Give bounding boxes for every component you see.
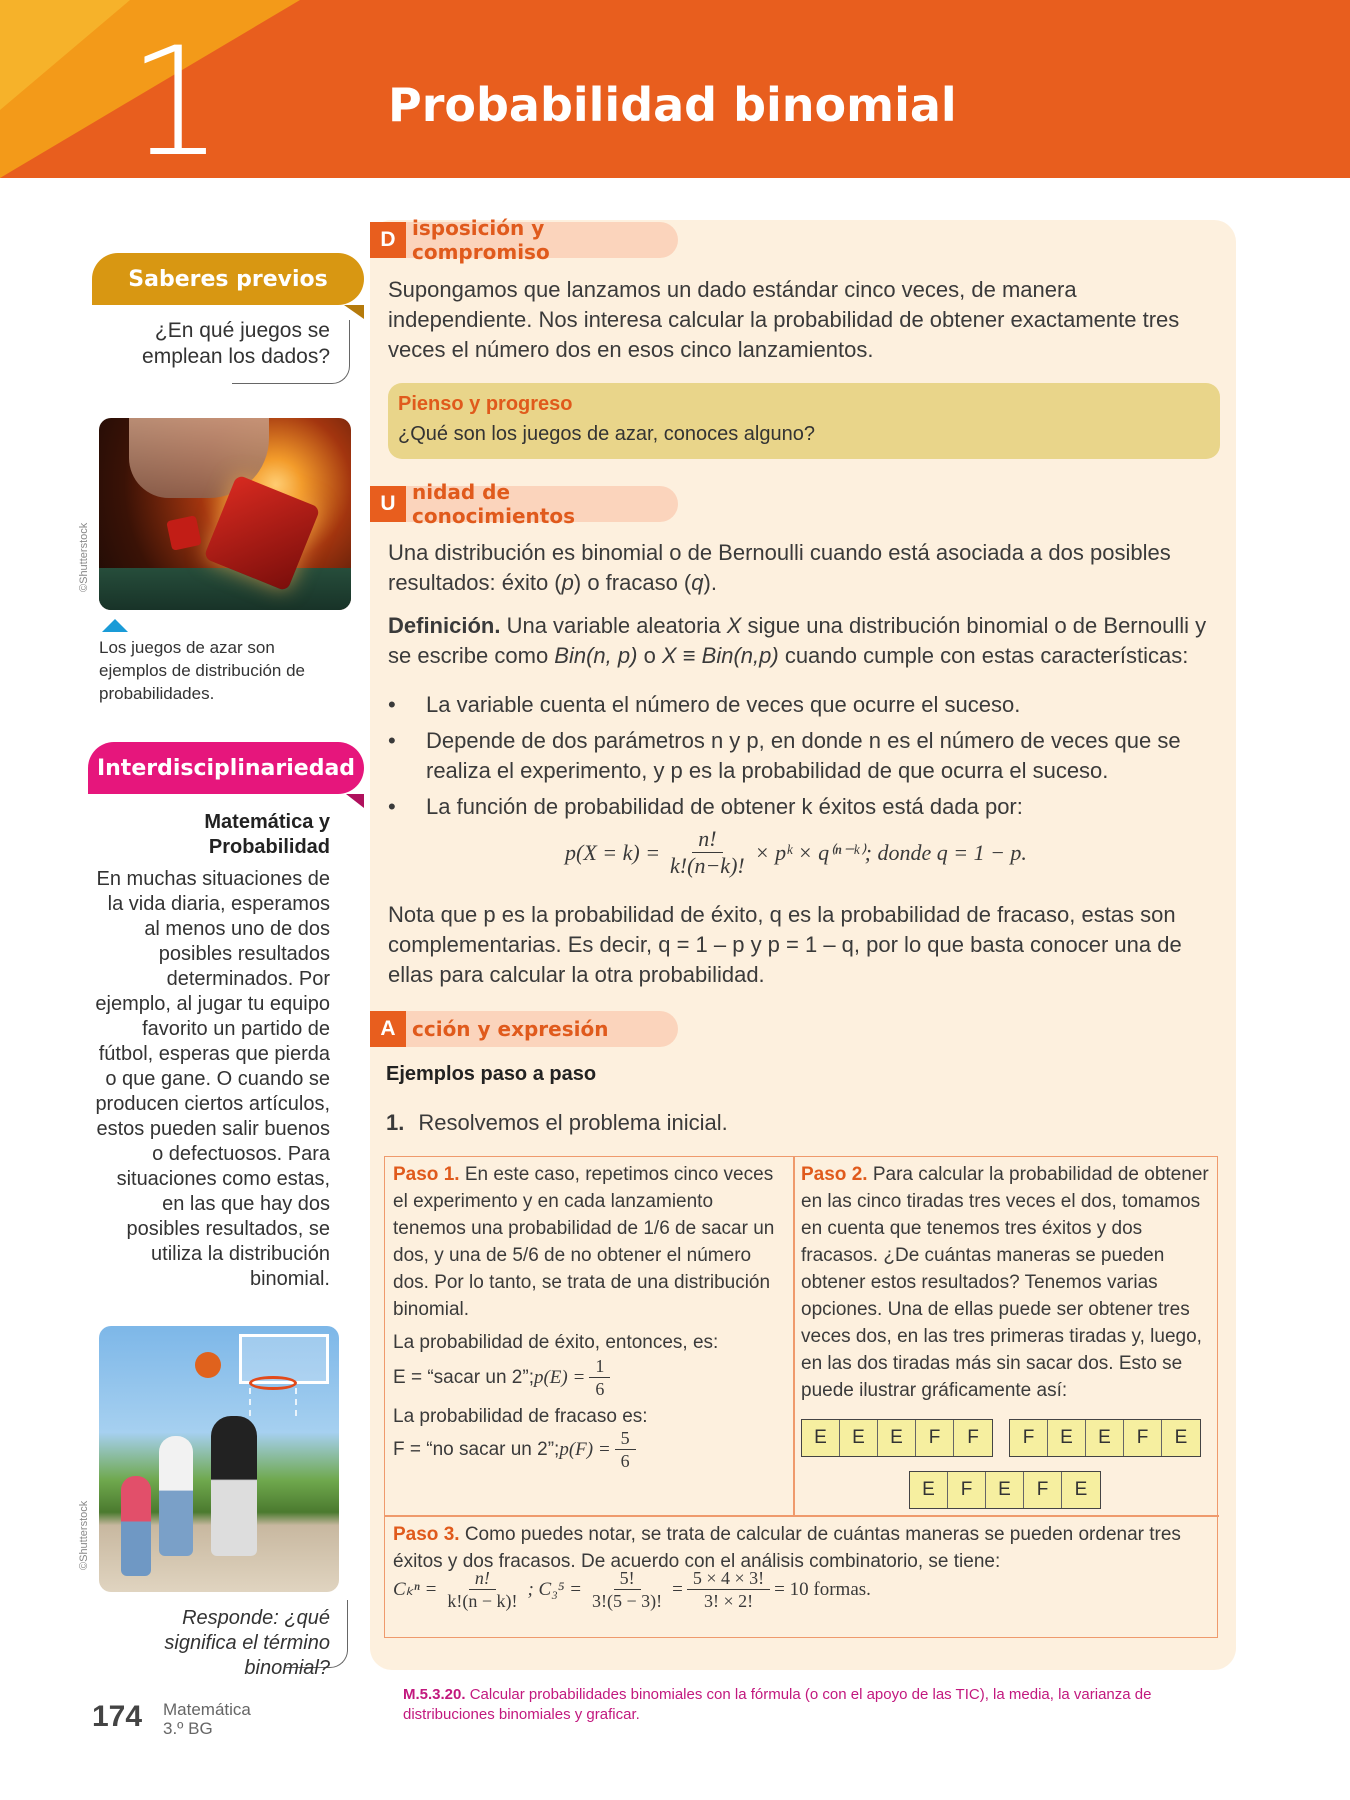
player-shape [121,1476,151,1576]
saberes-pill-tail [344,305,364,319]
eq-text: E = “sacar un 2”; [393,1366,534,1388]
text-run: o [637,643,662,668]
skill-reference [403,1685,1233,1725]
paso-1 [393,1161,787,1323]
math-var: q [691,570,704,595]
sequence-cell: F [916,1420,954,1456]
section-tab-accion [370,1011,678,1047]
section-tab-unidad [370,480,678,528]
sequence-grid [909,1471,1101,1509]
steps-box [384,1156,1218,1638]
skill-text: Calcular probabilidades binomiales con la fórmula (o con el apoyo de las TIC), la media, la varianza de distribuciones binomiales y graficar. [403,1686,1152,1723]
eq-text: F = “no sacar un 2”; [393,1438,560,1460]
formula-fraction [664,826,751,879]
section-title: cción y expresión [406,1011,678,1047]
step-divider [793,1157,795,1515]
eq-fraction [687,1567,770,1612]
math-var: p [561,570,574,595]
sequence-cell: E [878,1420,916,1456]
header-accent-shape-light [0,0,130,110]
step-label: Paso 2. [801,1164,868,1185]
fraction-denominator: k!(n−k)! [670,853,745,878]
definition-label: Definición. [388,613,501,638]
nota-paragraph: Nota que p es la probabilidad de éxito, q es la probabilidad de fracaso, estas son complementarias. Es decir, q = 1 – p y p = 1 – q, por lo que basta conocer una de ellas para calcular la otra probabilidad. [388,902,1182,987]
fraction-numerator: 5 × 4 × 3! [687,1567,770,1590]
example-number: 1. [386,1110,405,1135]
chapter-number: 1 [128,16,224,178]
exito-equation [393,1355,614,1400]
sequence-cell: E [1074,1479,1088,1500]
table-surface [99,568,351,610]
fraction-denominator: 3! × 2! [703,1591,754,1611]
caption-triangle-icon [102,619,128,632]
sequence-cell: E [802,1420,840,1456]
paso-2 [801,1161,1213,1404]
footer-subject [163,1700,251,1738]
eq-fraction [615,1427,636,1472]
sequence-cell: F [1124,1420,1162,1456]
eq-fraction [441,1567,523,1612]
formula-rhs: × pᵏ × q⁽ⁿ⁻ᵏ⁾; donde q = 1 − p. [754,839,1027,865]
responde-question: Responde: ¿qué significa el término binomial? [164,1607,330,1679]
fraction-numerator: 5! [614,1567,641,1590]
step-divider [385,1515,1219,1517]
saberes-previos-label: Saberes previos [92,253,364,305]
ball-shape [195,1352,221,1378]
step-label: Paso 1. [393,1164,460,1185]
chapter-header [0,0,1350,178]
photo-credit: ©Shutterstock [78,1500,90,1570]
photo-caption: Los juegos de azar son ejemplos de distribución de probabilidades. [99,638,306,703]
combination-equation [393,1567,871,1612]
sequence-cell: E [1086,1420,1124,1456]
section-letter: D [370,222,406,258]
net-shape [249,1388,297,1416]
step-label: Paso 3. [393,1524,460,1545]
list-item: • La variable cuenta el número de veces que ocurre el suceso. [388,690,1220,720]
sequence-cell: F [967,1427,979,1448]
player-shape [211,1416,257,1556]
photo-credit: ©Shutterstock [78,522,90,592]
text-run: Una distribución es binomial o de Bernoulli cuando está asociada a dos posibles resultados: éxito ( [388,540,1171,595]
formula-lhs: p(X = k) = [565,839,661,865]
sequence-cell: F [1010,1420,1048,1456]
eq-text: Cₖⁿ = [393,1579,438,1600]
characteristics-list [388,690,1220,828]
dice-photo [99,418,351,610]
pienso-title: Pienso y progreso [398,393,573,415]
section-title: isposición y compromiso [406,222,678,258]
section-letter: A [370,1011,406,1047]
text-run: sigue una distribución binomial o de Bernoulli y se escribe como [388,613,1207,668]
intro-paragraph: Supongamos que lanzamos un dado estándar cinco veces, de manera independiente. Nos interesa calcular la probabilidad de obtener exactamente tres veces el número dos en esos cinco lanzamientos. [388,277,1180,362]
eq-prob: p(E) = [533,1366,586,1388]
step-text: En este caso, repetimos cinco veces el experimento y en cada lanzamiento tenemos una probabilidad de 1/6 de sacar un dos, y una de 5/6 de no obtener el número dos. Por lo tanto, se trata de una distribución binomial. [393,1164,775,1320]
section-title: nidad de conocimientos [406,486,678,522]
sequence-cell: E [1048,1420,1086,1456]
step-text: Como puedes notar, se trata de calcular de cuántas maneras se pueden ordenar tres éxitos y dos fracasos. De acuerdo con el análisis combinatorio, se tiene: [393,1524,1181,1572]
saberes-question: ¿En qué juegos se emplean los dados? [142,319,330,368]
definition-paragraph [388,611,1220,671]
text-run: Una variable aleatoria [500,613,727,638]
math-expr: Bin(n, p) [554,643,638,668]
fraction-numerator: 5 [615,1427,636,1450]
player-shape [159,1436,193,1556]
basketball-photo [99,1326,339,1592]
grade-label: 3.º BG [163,1719,213,1738]
binomial-formula [565,826,1027,879]
ejemplos-heading: Ejemplos paso a paso [386,1063,597,1085]
sequence-cell: E [840,1420,878,1456]
section-letter: U [370,486,406,522]
pienso-question: ¿Qué son los juegos de azar, conoces alguno? [398,423,815,445]
chapter-title: Probabilidad binomial [388,78,957,132]
fracaso-equation [393,1427,640,1472]
math-var: X [726,613,742,638]
text-run: ) o fracaso ( [573,570,692,595]
small-dice-shape [166,515,202,551]
list-item: • Depende de dos parámetros n y p, en donde n es el número de veces que se realiza el experimento, y p es la probabilidad de que ocurra el suceso. [388,726,1220,786]
fraction-denominator: 6 [620,1451,630,1471]
sequence-cell: E [1174,1427,1188,1448]
sequence-cell: E [910,1472,948,1508]
example-1 [386,1110,728,1136]
skill-code: M.5.3.20. [403,1686,466,1703]
step-text: Para calcular la probabilidad de obtener en las cinco tiradas tres veces el dos, tomamos en cuenta que tenemos tres éxitos y dos fracasos. ¿De cuántas maneras se pueden obtener estos resultados? Tenemos varias opciones. Una de ellas puede ser obtener tres veces dos, en las tres primeras tiradas y, luego, en las dos tiradas más sin sacar dos. Esto se puede ilustrar gráficamente así: [801,1164,1209,1401]
eq-fraction [589,1355,610,1400]
page-number: 174 [92,1700,143,1733]
interdisciplinariedad-label: Interdisciplinariedad [88,742,364,794]
list-item: • La función de probabilidad de obtener k éxitos está dada por: [388,792,1220,822]
section-tab-disposicion [370,216,678,264]
fraction-numerator: 1 [589,1355,610,1378]
sequence-cell: E [986,1472,1024,1508]
sequence-grid [801,1419,993,1457]
fraction-denominator: 3!(5 − 3)! [592,1591,663,1611]
inter-pill-tail [346,794,364,808]
fracaso-text: La probabilidad de fracaso es: [393,1406,648,1427]
binomial-paragraph [388,538,1220,598]
eq-prob: p(F) = [559,1438,611,1460]
exito-text: La probabilidad de éxito, entonces, es: [393,1332,719,1353]
eq-fraction [586,1567,668,1612]
fraction-denominator: k!(n − k)! [447,1591,518,1611]
text-run: ). [703,570,717,595]
eq-text: = [672,1578,683,1600]
sequence-grid [1009,1419,1201,1457]
text-run: cuando cumple con estas características: [778,643,1189,668]
sequence-cell: F [948,1472,986,1508]
eq-result: = 10 formas. [774,1578,871,1600]
fraction-denominator: 6 [595,1379,605,1399]
subject-name: Matemática [163,1700,251,1719]
eq-text: ; C₃⁵ = [527,1578,583,1600]
sequence-cell: F [1024,1472,1062,1508]
example-text: Resolvemos el problema inicial. [418,1110,728,1135]
inter-subtitle: Matemática y Probabilidad [204,811,330,858]
math-expr: X ≡ Bin(n,p) [661,643,779,668]
fraction-numerator: n! [469,1567,496,1590]
fraction-numerator: n! [692,826,722,853]
inter-body: En muchas situaciones de la vida diaria, esperamos al menos uno de dos posibles resultados determinados. Por ejemplo, al jugar tu equipo favorito un partido de fútbol, esperas que pierda o que gane. O cuando se producen ciertos artículos, estos pueden salir buenos o defectuosos. Para situaciones como estas, en las que hay dos posibles resultados, se utiliza la distribución binomial. [95,868,330,1290]
